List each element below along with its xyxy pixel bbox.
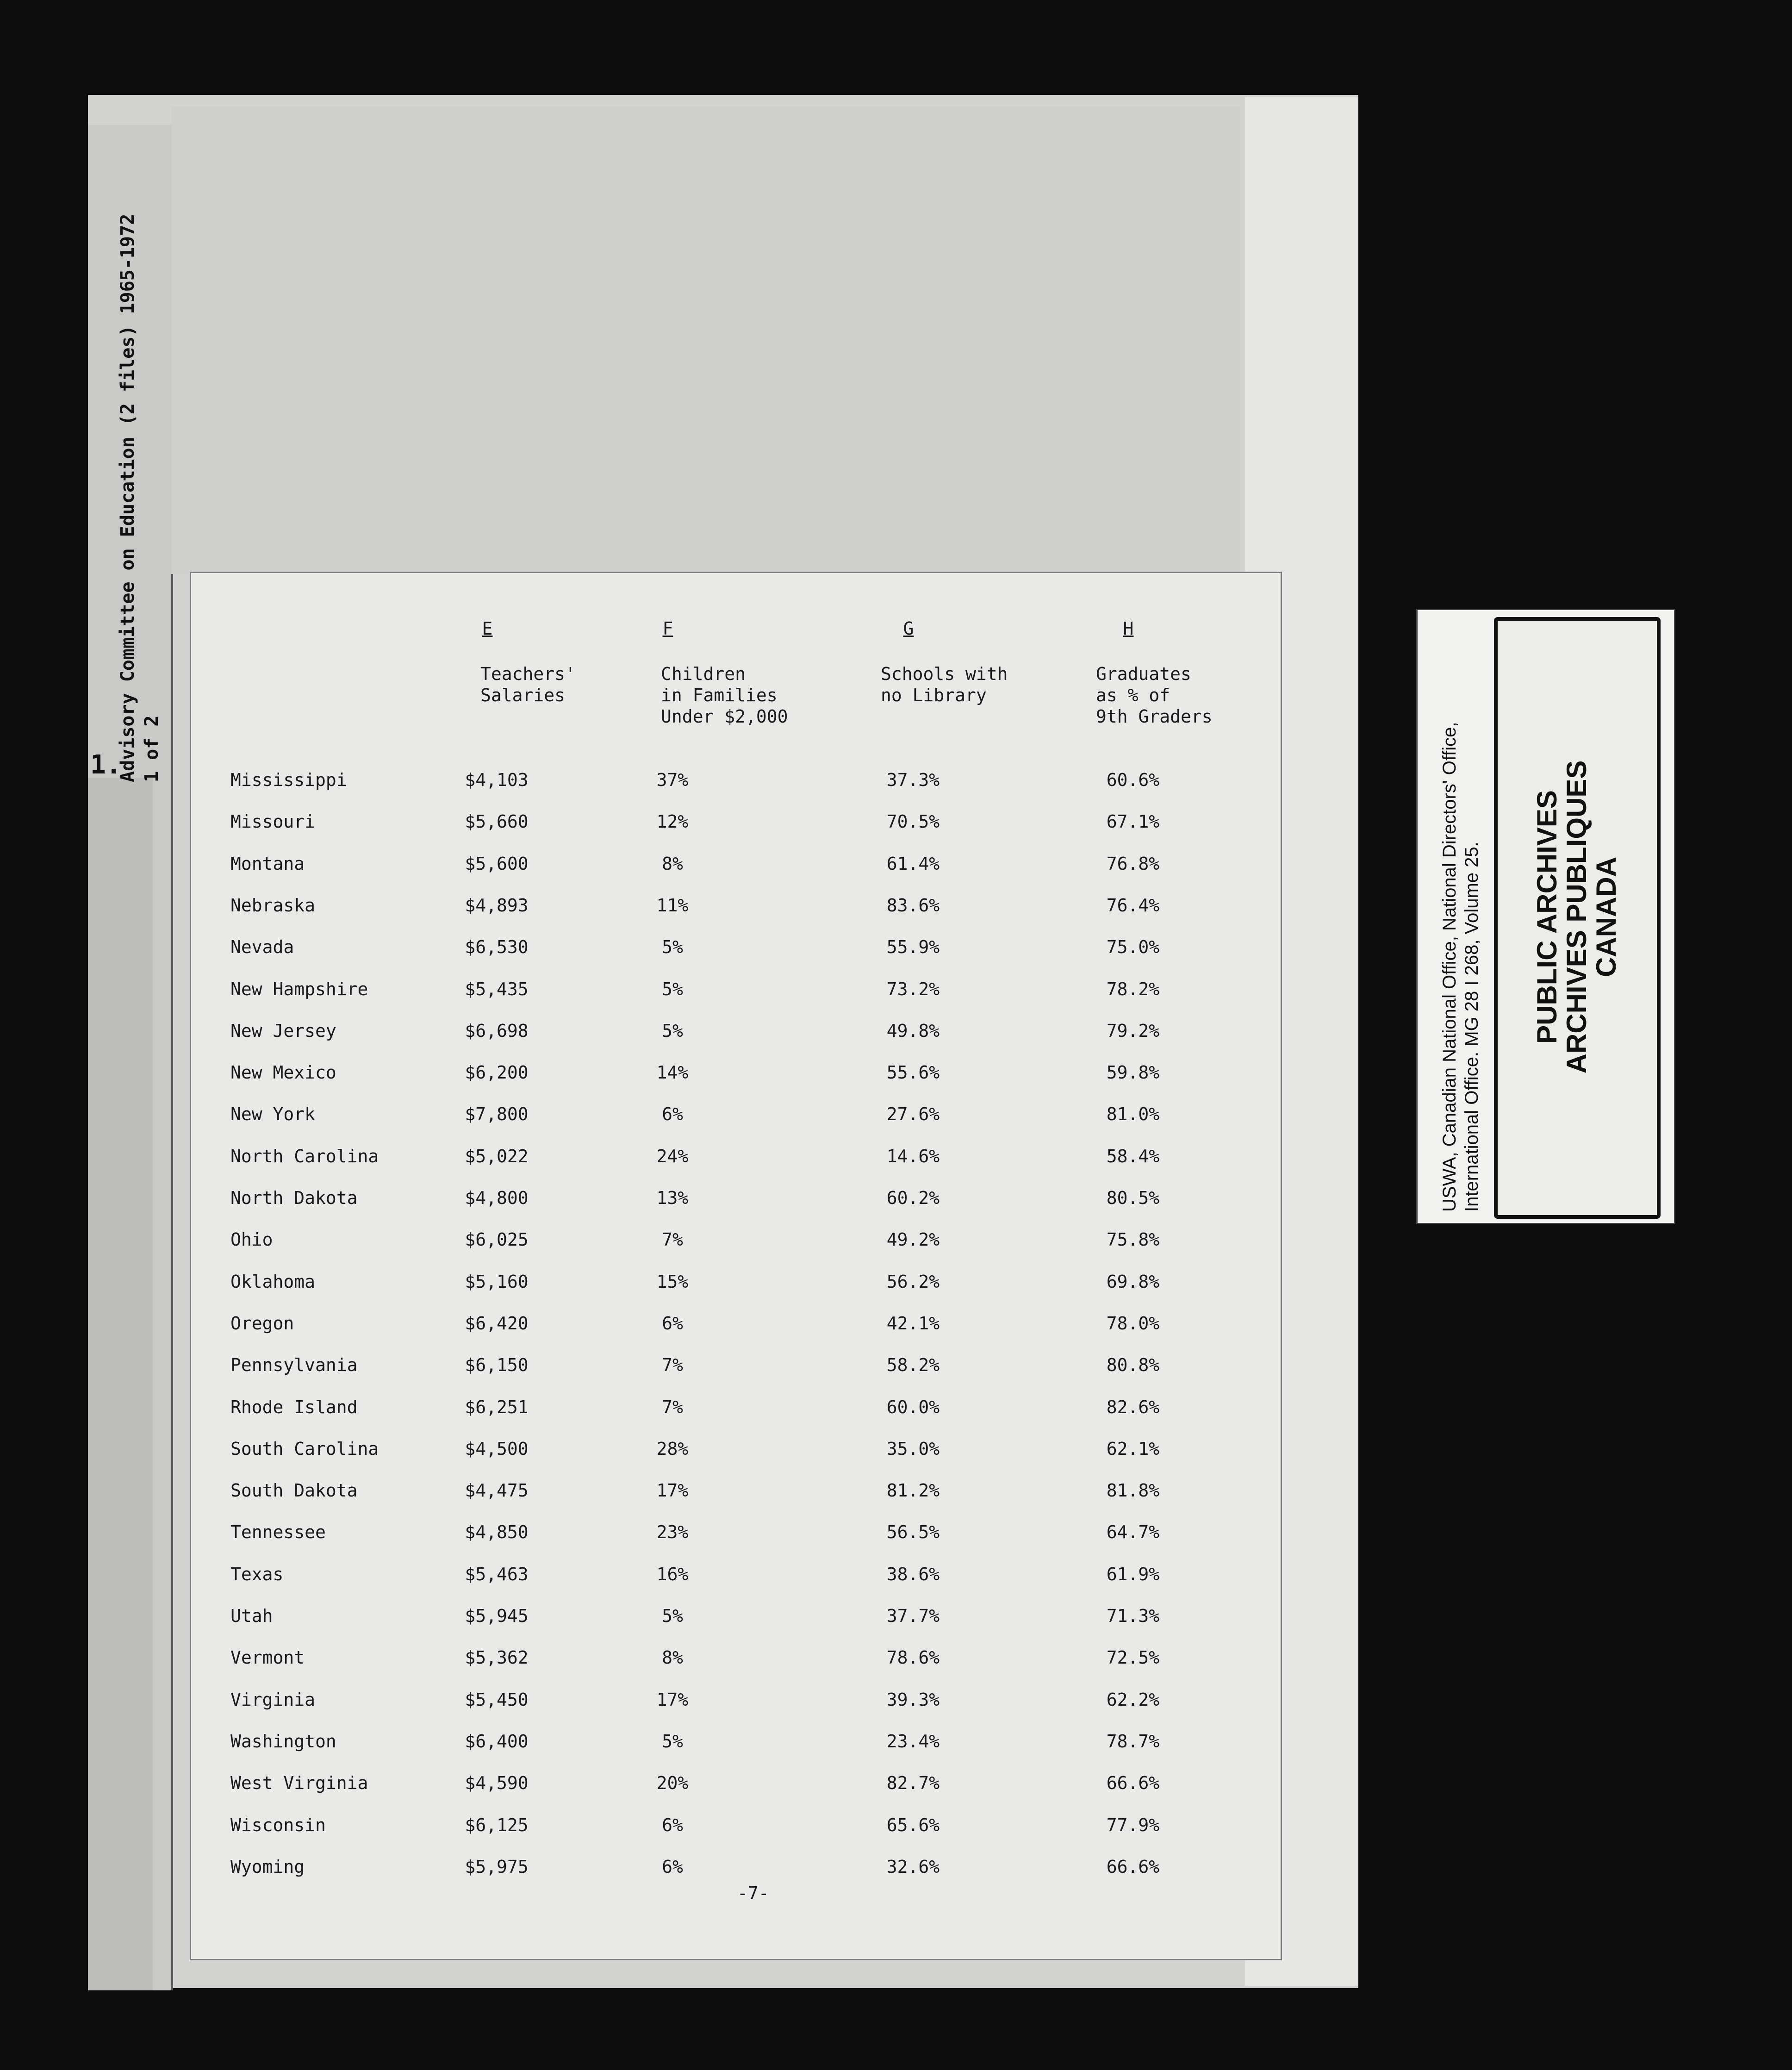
schools-no-library-cell: 23.4% (886, 1731, 940, 1752)
teachers-salary-cell: $6,420 (465, 1313, 529, 1334)
column-letter-f: F (662, 618, 673, 639)
table-row (191, 1272, 1281, 1313)
graduates-percent-cell: 75.0% (1106, 937, 1160, 958)
state-cell: New Mexico (230, 1062, 336, 1083)
schools-no-library-cell: 35.0% (886, 1438, 940, 1459)
table-row (191, 1397, 1281, 1439)
column-header-schools-no-library: Schools with no Library (881, 664, 1008, 705)
graduates-percent-cell: 61.9% (1106, 1564, 1160, 1584)
stamp-title-box (1494, 617, 1661, 1219)
schools-no-library-cell: 56.5% (886, 1522, 940, 1543)
children-under-2000-cell: 5% (662, 937, 683, 958)
teachers-salary-cell: $6,400 (465, 1731, 529, 1752)
schools-no-library-cell: 65.6% (886, 1814, 940, 1835)
graduates-percent-cell: 66.6% (1106, 1856, 1160, 1877)
graduates-percent-cell: 72.5% (1106, 1647, 1160, 1668)
schools-no-library-cell: 27.6% (886, 1104, 940, 1125)
schools-no-library-cell: 81.2% (886, 1480, 940, 1501)
state-cell: West Virginia (230, 1773, 368, 1794)
graduates-percent-cell: 80.5% (1106, 1188, 1160, 1208)
state-cell: Rhode Island (230, 1397, 358, 1417)
children-under-2000-cell: 7% (662, 1355, 683, 1376)
teachers-salary-cell: $6,025 (465, 1229, 529, 1250)
teachers-salary-cell: $6,530 (465, 937, 529, 958)
state-cell: South Dakota (230, 1480, 358, 1501)
children-under-2000-cell: 6% (662, 1856, 683, 1877)
state-cell: Montana (230, 853, 305, 874)
schools-no-library-cell: 37.3% (886, 770, 940, 790)
graduates-percent-cell: 77.9% (1106, 1814, 1160, 1835)
graduates-percent-cell: 81.8% (1106, 1480, 1160, 1501)
children-under-2000-cell: 17% (656, 1480, 689, 1501)
state-cell: Pennsylvania (230, 1355, 358, 1376)
children-under-2000-cell: 16% (656, 1564, 689, 1584)
schools-no-library-cell: 55.9% (886, 937, 940, 958)
children-under-2000-cell: 7% (662, 1397, 683, 1417)
children-under-2000-cell: 5% (662, 1020, 683, 1041)
folder-tab-line2: 1 of 2 (141, 715, 162, 782)
children-under-2000-cell: 24% (656, 1146, 689, 1166)
column-letter-g: G (903, 618, 914, 639)
graduates-percent-cell: 60.6% (1106, 770, 1160, 790)
children-under-2000-cell: 5% (662, 979, 683, 999)
graduates-percent-cell: 82.6% (1106, 1397, 1160, 1417)
graduates-percent-cell: 62.1% (1106, 1438, 1160, 1459)
children-under-2000-cell: 12% (656, 811, 689, 832)
children-under-2000-cell: 15% (656, 1271, 689, 1292)
state-cell: Oklahoma (230, 1271, 316, 1292)
state-cell: Oregon (230, 1313, 294, 1334)
graduates-percent-cell: 58.4% (1106, 1146, 1160, 1166)
schools-no-library-cell: 60.2% (886, 1188, 940, 1208)
state-cell: Tennessee (230, 1522, 326, 1543)
children-under-2000-cell: 23% (656, 1522, 689, 1543)
graduates-percent-cell: 71.3% (1106, 1606, 1160, 1626)
children-under-2000-cell: 6% (662, 1313, 683, 1334)
teachers-salary-cell: $5,660 (465, 811, 529, 832)
graduates-percent-cell: 78.2% (1106, 979, 1160, 999)
children-under-2000-cell: 28% (656, 1438, 689, 1459)
graduates-percent-cell: 75.8% (1106, 1229, 1160, 1250)
table-row (191, 1146, 1281, 1188)
graduates-percent-cell: 66.6% (1106, 1773, 1160, 1794)
table-row (191, 1606, 1281, 1647)
state-cell: New Jersey (230, 1020, 336, 1041)
schools-no-library-cell: 49.2% (886, 1229, 940, 1250)
state-cell: Utah (230, 1606, 273, 1626)
teachers-salary-cell: $5,160 (465, 1271, 529, 1292)
teachers-salary-cell: $4,893 (465, 895, 529, 916)
children-under-2000-cell: 8% (662, 1647, 683, 1668)
state-cell: North Carolina (230, 1146, 379, 1166)
teachers-salary-cell: $4,590 (465, 1773, 529, 1794)
teachers-salary-cell: $5,463 (465, 1564, 529, 1584)
table-row (191, 811, 1281, 853)
children-under-2000-cell: 11% (656, 895, 689, 916)
column-header-teachers-salaries: Teachers' Salaries (480, 664, 576, 705)
children-under-2000-cell: 6% (662, 1104, 683, 1125)
schools-no-library-cell: 58.2% (886, 1355, 940, 1376)
graduates-percent-cell: 80.8% (1106, 1355, 1160, 1376)
table-row (191, 1104, 1281, 1146)
stamp-source-line1: USWA, Canadian National Office, National Directors' Office, (1439, 722, 1460, 1212)
table-row (191, 1857, 1281, 1898)
table-row (191, 1731, 1281, 1773)
teachers-salary-cell: $4,500 (465, 1438, 529, 1459)
table-row (191, 1021, 1281, 1062)
table-row (191, 1062, 1281, 1104)
teachers-salary-cell: $4,800 (465, 1188, 529, 1208)
folder-back-panel (171, 106, 1240, 574)
table-row (191, 895, 1281, 937)
teachers-salary-cell: $5,450 (465, 1689, 529, 1710)
table-row (191, 1188, 1281, 1229)
schools-no-library-cell: 83.6% (886, 895, 940, 916)
children-under-2000-cell: 5% (662, 1731, 683, 1752)
stamp-title-line2: ARCHIVES PUBLIQUES (1561, 760, 1592, 1074)
graduates-percent-cell: 81.0% (1106, 1104, 1160, 1125)
schools-no-library-cell: 42.1% (886, 1313, 940, 1334)
state-cell: New Hampshire (230, 979, 368, 999)
column-letter-h: H (1123, 618, 1134, 639)
table-row (191, 1229, 1281, 1271)
schools-no-library-cell: 38.6% (886, 1564, 940, 1584)
children-under-2000-cell: 8% (662, 853, 683, 874)
state-cell: Nevada (230, 937, 294, 958)
teachers-salary-cell: $6,150 (465, 1355, 529, 1376)
graduates-percent-cell: 79.2% (1106, 1020, 1160, 1041)
state-cell: Nebraska (230, 895, 316, 916)
schools-no-library-cell: 82.7% (886, 1773, 940, 1794)
table-row (191, 937, 1281, 979)
teachers-salary-cell: $5,975 (465, 1856, 529, 1877)
state-cell: Washington (230, 1731, 336, 1752)
graduates-percent-cell: 76.8% (1106, 853, 1160, 874)
schools-no-library-cell: 56.2% (886, 1271, 940, 1292)
table-row (191, 854, 1281, 895)
table-row (191, 770, 1281, 811)
stamp-title (1532, 639, 1621, 1195)
graduates-percent-cell: 59.8% (1106, 1062, 1160, 1083)
teachers-salary-cell: $5,022 (465, 1146, 529, 1166)
folder-notch (88, 778, 153, 1990)
table-row (191, 979, 1281, 1021)
graduates-percent-cell: 64.7% (1106, 1522, 1160, 1543)
state-cell: New York (230, 1104, 316, 1125)
state-cell: Vermont (230, 1647, 305, 1668)
teachers-salary-cell: $5,435 (465, 979, 529, 999)
table-row (191, 1355, 1281, 1397)
schools-no-library-cell: 61.4% (886, 853, 940, 874)
state-cell: Texas (230, 1564, 284, 1584)
schools-no-library-cell: 60.0% (886, 1397, 940, 1417)
data-sheet (190, 572, 1282, 1960)
graduates-percent-cell: 62.2% (1106, 1689, 1160, 1710)
table-row (191, 1313, 1281, 1355)
teachers-salary-cell: $7,800 (465, 1104, 529, 1125)
schools-no-library-cell: 73.2% (886, 979, 940, 999)
state-cell: Missouri (230, 811, 316, 832)
state-cell: Mississippi (230, 770, 347, 790)
archives-stamp (1416, 609, 1675, 1224)
graduates-percent-cell: 69.8% (1106, 1271, 1160, 1292)
state-cell: Ohio (230, 1229, 273, 1250)
stamp-title-line1: PUBLIC ARCHIVES (1531, 790, 1562, 1044)
graduates-percent-cell: 78.0% (1106, 1313, 1160, 1334)
schools-no-library-cell: 37.7% (886, 1606, 940, 1626)
table-row (191, 1439, 1281, 1480)
page-number: -7- (737, 1883, 769, 1903)
children-under-2000-cell: 7% (662, 1229, 683, 1250)
folder-tab-number: 1. (90, 750, 122, 780)
teachers-salary-cell: $6,251 (465, 1397, 529, 1417)
children-under-2000-cell: 6% (662, 1814, 683, 1835)
teachers-salary-cell: $4,850 (465, 1522, 529, 1543)
teachers-salary-cell: $6,698 (465, 1020, 529, 1041)
folder-tab-line1: Advisory Committee on Education (2 files) 1965-1972 (117, 213, 138, 782)
table-row (191, 1480, 1281, 1522)
teachers-salary-cell: $5,945 (465, 1606, 529, 1626)
state-cell: Virginia (230, 1689, 316, 1710)
schools-no-library-cell: 70.5% (886, 811, 940, 832)
schools-no-library-cell: 49.8% (886, 1020, 940, 1041)
children-under-2000-cell: 37% (656, 770, 689, 790)
children-under-2000-cell: 5% (662, 1606, 683, 1626)
state-cell: South Carolina (230, 1438, 379, 1459)
teachers-salary-cell: $4,103 (465, 770, 529, 790)
graduates-percent-cell: 67.1% (1106, 811, 1160, 832)
teachers-salary-cell: $4,475 (465, 1480, 529, 1501)
stamp-source-citation (1438, 619, 1483, 1212)
stamp-source-line2: International Office. MG 28 I 268, Volume 25. (1462, 842, 1482, 1212)
folder-tab-label (116, 181, 164, 782)
children-under-2000-cell: 17% (656, 1689, 689, 1710)
table-row (191, 1773, 1281, 1814)
table-row (191, 1522, 1281, 1564)
schools-no-library-cell: 14.6% (886, 1146, 940, 1166)
teachers-salary-cell: $5,362 (465, 1647, 529, 1668)
table-row (191, 1564, 1281, 1606)
stamp-title-line3: CANADA (1591, 857, 1622, 977)
graduates-percent-cell: 76.4% (1106, 895, 1160, 916)
column-header-graduates: Graduates as % of 9th Graders (1096, 664, 1213, 727)
children-under-2000-cell: 13% (656, 1188, 689, 1208)
column-letter-e: E (482, 618, 493, 639)
column-header-children-in-families: Children in Families Under $2,000 (661, 664, 788, 727)
teachers-salary-cell: $6,125 (465, 1814, 529, 1835)
schools-no-library-cell: 39.3% (886, 1689, 940, 1710)
teachers-salary-cell: $6,200 (465, 1062, 529, 1083)
table-row (191, 1690, 1281, 1731)
schools-no-library-cell: 32.6% (886, 1856, 940, 1877)
teachers-salary-cell: $5,600 (465, 853, 529, 874)
children-under-2000-cell: 14% (656, 1062, 689, 1083)
state-cell: Wisconsin (230, 1814, 326, 1835)
graduates-percent-cell: 78.7% (1106, 1731, 1160, 1752)
state-cell: North Dakota (230, 1188, 358, 1208)
table-row (191, 1815, 1281, 1857)
children-under-2000-cell: 20% (656, 1773, 689, 1794)
state-cell: Wyoming (230, 1856, 305, 1877)
schools-no-library-cell: 78.6% (886, 1647, 940, 1668)
table-row (191, 1647, 1281, 1689)
schools-no-library-cell: 55.6% (886, 1062, 940, 1083)
